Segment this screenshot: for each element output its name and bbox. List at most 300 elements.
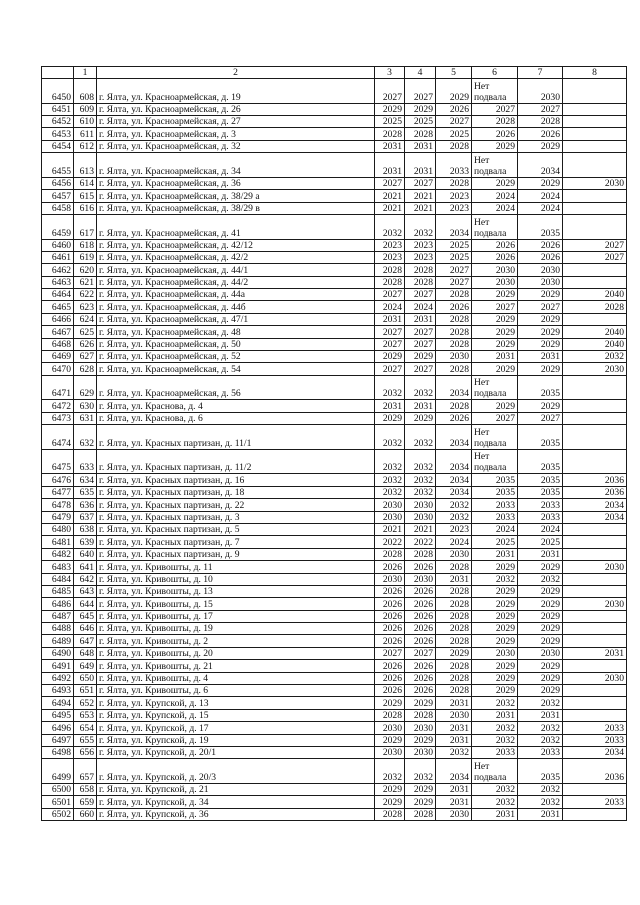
item-number-cell: 651 — [74, 685, 97, 697]
year-col-4-cell: 2032 — [405, 214, 436, 239]
year-col-8-cell — [563, 115, 627, 127]
row-number-cell: 6460 — [42, 239, 74, 251]
row-number-cell: 6495 — [42, 709, 74, 721]
year-col-8-cell: 2036 — [563, 474, 627, 486]
row-number-cell: 6472 — [42, 400, 74, 412]
year-col-8-cell — [563, 400, 627, 412]
address-cell: г. Ялта, ул. Крупской, д. 13 — [97, 697, 375, 709]
year-col-4-cell: 2029 — [405, 697, 436, 709]
item-number-cell: 634 — [74, 474, 97, 486]
year-col-5-cell: 2028 — [436, 623, 472, 635]
year-col-5-cell: 2029 — [436, 647, 472, 659]
table-row — [42, 697, 627, 709]
table-row — [42, 338, 627, 350]
year-col-5-cell: 2028 — [436, 635, 472, 647]
year-col-7-cell: 2024 — [518, 202, 563, 214]
address-cell: г. Ялта, ул. Красноармейская, д. 42/2 — [97, 251, 375, 263]
item-number-cell: 643 — [74, 585, 97, 597]
year-col-7-cell: 2029 — [518, 623, 563, 635]
address-cell: г. Ялта, ул. Красных партизан, д. 9 — [97, 548, 375, 560]
year-col-5-cell: 2028 — [436, 672, 472, 684]
item-number-cell: 614 — [74, 177, 97, 189]
row-number-cell: 6457 — [42, 190, 74, 202]
year-col-4-cell: 2026 — [405, 685, 436, 697]
year-col-5-cell: 2034 — [436, 449, 472, 474]
year-col-3-cell: 2029 — [375, 412, 405, 424]
row-number-cell: 6452 — [42, 115, 74, 127]
year-col-5-cell: 2026 — [436, 103, 472, 115]
year-col-3-cell: 2030 — [375, 499, 405, 511]
item-number-cell: 648 — [74, 647, 97, 659]
row-number-cell: 6462 — [42, 264, 74, 276]
row-number-cell: 6502 — [42, 808, 74, 820]
year-col-6-cell: Нет подвала — [472, 425, 518, 450]
table-row — [42, 536, 627, 548]
table-row — [42, 276, 627, 288]
year-col-4-cell: 2029 — [405, 783, 436, 795]
year-col-8-cell — [563, 128, 627, 140]
item-number-cell: 635 — [74, 486, 97, 498]
year-col-8-cell — [563, 264, 627, 276]
row-number-cell: 6482 — [42, 548, 74, 560]
year-col-6-cell: 2029 — [472, 177, 518, 189]
table-body — [42, 67, 627, 821]
year-col-4-cell: 2029 — [405, 412, 436, 424]
year-col-7-cell: 2025 — [518, 536, 563, 548]
address-cell: г. Ялта, ул. Кривошты, д. 20 — [97, 647, 375, 659]
year-col-5-cell: 2025 — [436, 239, 472, 251]
year-col-5-cell: 2024 — [436, 536, 472, 548]
address-cell: г. Ялта, ул. Красных партизан, д. 11/2 — [97, 449, 375, 474]
year-col-8-cell: 2036 — [563, 486, 627, 498]
table-row — [42, 177, 627, 189]
year-col-5-cell: 2032 — [436, 499, 472, 511]
year-col-4-cell: 2032 — [405, 486, 436, 498]
year-col-5-cell: 2034 — [436, 474, 472, 486]
year-col-3-cell: 2031 — [375, 140, 405, 152]
year-col-4-cell: 2025 — [405, 115, 436, 127]
year-col-4-cell: 2032 — [405, 474, 436, 486]
year-col-6-cell: Нет подвала — [472, 375, 518, 400]
table-row — [42, 251, 627, 263]
year-col-8-cell — [563, 140, 627, 152]
row-number-cell: 6471 — [42, 375, 74, 400]
item-number-cell: 621 — [74, 276, 97, 288]
year-col-5-cell: 2028 — [436, 313, 472, 325]
year-col-6-cell: 2024 — [472, 523, 518, 535]
year-col-5-cell: 2023 — [436, 523, 472, 535]
year-col-6-cell: 2029 — [472, 623, 518, 635]
year-col-3-cell: 2021 — [375, 190, 405, 202]
address-cell: г. Ялта, ул. Кривошты, д. 19 — [97, 623, 375, 635]
table-row — [42, 722, 627, 734]
year-col-8-cell — [563, 214, 627, 239]
year-col-6-cell: 2026 — [472, 128, 518, 140]
address-cell: г. Ялта, ул. Красноармейская, д. 27 — [97, 115, 375, 127]
year-col-8-cell — [563, 536, 627, 548]
address-cell: г. Ялта, ул. Кривошты, д. 2 — [97, 635, 375, 647]
address-cell: г. Ялта, ул. Красноармейская, д. 44/1 — [97, 264, 375, 276]
year-col-6-cell: Нет подвала — [472, 153, 518, 178]
year-col-7-cell: 2032 — [518, 796, 563, 808]
year-col-7-cell: 2033 — [518, 746, 563, 758]
year-col-4-cell: 2030 — [405, 499, 436, 511]
address-cell: г. Ялта, ул. Кривошты, д. 10 — [97, 573, 375, 585]
item-number-cell: 649 — [74, 660, 97, 672]
year-col-6-cell: 2032 — [472, 734, 518, 746]
year-col-6-cell: Нет подвала — [472, 449, 518, 474]
year-col-8-cell — [563, 202, 627, 214]
address-cell: г. Ялта, ул. Кривошты, д. 11 — [97, 561, 375, 573]
row-number-cell: 6458 — [42, 202, 74, 214]
row-number-cell: 6501 — [42, 796, 74, 808]
address-cell: г. Ялта, ул. Красноармейская, д. 34 — [97, 153, 375, 178]
table-row — [42, 351, 627, 363]
year-col-4-cell: 2024 — [405, 301, 436, 313]
year-col-6-cell: 2032 — [472, 796, 518, 808]
year-col-8-cell: 2033 — [563, 722, 627, 734]
year-col-4-cell: 2031 — [405, 140, 436, 152]
table-row — [42, 511, 627, 523]
address-cell: г. Ялта, ул. Краснова, д. 4 — [97, 400, 375, 412]
address-cell: г. Ялта, ул. Красноармейская, д. 42/12 — [97, 239, 375, 251]
row-number-cell: 6498 — [42, 746, 74, 758]
table-row — [42, 301, 627, 313]
item-number-cell: 625 — [74, 326, 97, 338]
year-col-4-cell: 2029 — [405, 351, 436, 363]
table-row — [42, 796, 627, 808]
item-number-cell: 608 — [74, 79, 97, 104]
year-col-8-cell: 2031 — [563, 647, 627, 659]
year-col-7-cell: 2031 — [518, 548, 563, 560]
year-col-7-cell: 2032 — [518, 783, 563, 795]
year-col-6-cell: 2029 — [472, 140, 518, 152]
year-col-4-cell: 2029 — [405, 734, 436, 746]
address-cell: г. Ялта, ул. Кривошты, д. 4 — [97, 672, 375, 684]
year-col-3-cell: 2025 — [375, 115, 405, 127]
year-col-6-cell: 2024 — [472, 190, 518, 202]
year-col-5-cell: 2028 — [436, 177, 472, 189]
row-number-cell: 6478 — [42, 499, 74, 511]
year-col-5-cell: 2031 — [436, 734, 472, 746]
table-row — [42, 486, 627, 498]
year-col-7-cell: 2032 — [518, 722, 563, 734]
year-col-5-cell: 2028 — [436, 363, 472, 375]
header-cell-3: 3 — [375, 67, 405, 79]
address-cell: г. Ялта, ул. Красноармейская, д. 52 — [97, 351, 375, 363]
item-number-cell: 609 — [74, 103, 97, 115]
header-cell-7: 7 — [518, 67, 563, 79]
year-col-8-cell — [563, 783, 627, 795]
table-row — [42, 672, 627, 684]
year-col-5-cell: 2025 — [436, 251, 472, 263]
item-number-cell: 647 — [74, 635, 97, 647]
year-col-4-cell: 2028 — [405, 128, 436, 140]
table-row — [42, 190, 627, 202]
address-cell: г. Ялта, ул. Красноармейская, д. 48 — [97, 326, 375, 338]
table-row — [42, 808, 627, 820]
item-number-cell: 644 — [74, 598, 97, 610]
address-cell: г. Ялта, ул. Красноармейская, д. 50 — [97, 338, 375, 350]
year-col-8-cell — [563, 660, 627, 672]
year-col-8-cell — [563, 808, 627, 820]
year-col-5-cell: 2028 — [436, 289, 472, 301]
year-col-5-cell: 2030 — [436, 548, 472, 560]
year-col-6-cell: 2030 — [472, 276, 518, 288]
year-col-7-cell: 2031 — [518, 709, 563, 721]
row-number-cell: 6489 — [42, 635, 74, 647]
year-col-3-cell: 2029 — [375, 697, 405, 709]
year-col-7-cell: 2027 — [518, 412, 563, 424]
year-col-4-cell: 2027 — [405, 647, 436, 659]
table-row — [42, 400, 627, 412]
year-col-8-cell: 2040 — [563, 326, 627, 338]
year-col-8-cell — [563, 412, 627, 424]
schedule-table — [41, 66, 627, 821]
address-cell: г. Ялта, ул. Красных партизан, д. 3 — [97, 511, 375, 523]
year-col-7-cell: 2032 — [518, 573, 563, 585]
year-col-8-cell — [563, 276, 627, 288]
year-col-3-cell: 2027 — [375, 289, 405, 301]
item-number-cell: 613 — [74, 153, 97, 178]
year-col-3-cell: 2032 — [375, 449, 405, 474]
item-number-cell: 629 — [74, 375, 97, 400]
table-row — [42, 412, 627, 424]
row-number-cell: 6483 — [42, 561, 74, 573]
row-number-cell: 6488 — [42, 623, 74, 635]
year-col-8-cell — [563, 313, 627, 325]
address-cell: г. Ялта, ул. Красноармейская, д. 41 — [97, 214, 375, 239]
table-row — [42, 363, 627, 375]
year-col-8-cell — [563, 523, 627, 535]
year-col-3-cell: 2026 — [375, 610, 405, 622]
year-col-4-cell: 2027 — [405, 289, 436, 301]
row-number-cell: 6491 — [42, 660, 74, 672]
year-col-8-cell: 2034 — [563, 499, 627, 511]
table-row — [42, 598, 627, 610]
year-col-5-cell: 2030 — [436, 808, 472, 820]
address-cell: г. Ялта, ул. Крупской, д. 20/1 — [97, 746, 375, 758]
row-number-cell: 6496 — [42, 722, 74, 734]
year-col-7-cell: 2035 — [518, 759, 563, 784]
year-col-7-cell: 2029 — [518, 660, 563, 672]
item-number-cell: 623 — [74, 301, 97, 313]
item-number-cell: 637 — [74, 511, 97, 523]
year-col-3-cell: 2032 — [375, 474, 405, 486]
header-cell-0 — [42, 67, 74, 79]
year-col-8-cell — [563, 709, 627, 721]
year-col-6-cell: 2028 — [472, 115, 518, 127]
year-col-3-cell: 2027 — [375, 79, 405, 104]
year-col-4-cell: 2028 — [405, 264, 436, 276]
address-cell: г. Ялта, ул. Красноармейская, д. 3 — [97, 128, 375, 140]
row-number-cell: 6475 — [42, 449, 74, 474]
row-number-cell: 6497 — [42, 734, 74, 746]
year-col-3-cell: 2026 — [375, 561, 405, 573]
table-row — [42, 734, 627, 746]
year-col-7-cell: 2035 — [518, 375, 563, 400]
year-col-7-cell: 2030 — [518, 276, 563, 288]
year-col-7-cell: 2029 — [518, 363, 563, 375]
item-number-cell: 658 — [74, 783, 97, 795]
year-col-3-cell: 2028 — [375, 548, 405, 560]
year-col-4-cell: 2026 — [405, 660, 436, 672]
year-col-3-cell: 2027 — [375, 338, 405, 350]
year-col-4-cell: 2032 — [405, 425, 436, 450]
year-col-6-cell: 2031 — [472, 808, 518, 820]
table-row — [42, 685, 627, 697]
year-col-6-cell: 2029 — [472, 610, 518, 622]
row-number-cell: 6486 — [42, 598, 74, 610]
address-cell: г. Ялта, ул. Крупской, д. 17 — [97, 722, 375, 734]
year-col-6-cell: 2027 — [472, 412, 518, 424]
year-col-5-cell: 2028 — [436, 561, 472, 573]
table-row — [42, 128, 627, 140]
year-col-4-cell: 2031 — [405, 400, 436, 412]
address-cell: г. Ялта, ул. Красных партизан, д. 16 — [97, 474, 375, 486]
year-col-4-cell: 2027 — [405, 177, 436, 189]
year-col-6-cell: 2035 — [472, 486, 518, 498]
year-col-8-cell: 2030 — [563, 363, 627, 375]
year-col-5-cell: 2034 — [436, 486, 472, 498]
year-col-5-cell: 2034 — [436, 425, 472, 450]
year-col-6-cell: Нет подвала — [472, 79, 518, 104]
item-number-cell: 618 — [74, 239, 97, 251]
year-col-8-cell — [563, 623, 627, 635]
table-row — [42, 115, 627, 127]
year-col-8-cell: 2027 — [563, 239, 627, 251]
table-row — [42, 375, 627, 400]
year-col-6-cell: 2033 — [472, 511, 518, 523]
address-cell: г. Ялта, ул. Крупской, д. 15 — [97, 709, 375, 721]
year-col-6-cell: 2029 — [472, 685, 518, 697]
year-col-4-cell: 2027 — [405, 363, 436, 375]
year-col-5-cell: 2030 — [436, 709, 472, 721]
year-col-3-cell: 2031 — [375, 400, 405, 412]
year-col-3-cell: 2023 — [375, 251, 405, 263]
year-col-4-cell: 2032 — [405, 759, 436, 784]
table-row — [42, 647, 627, 659]
year-col-8-cell: 2036 — [563, 759, 627, 784]
row-number-cell: 6494 — [42, 697, 74, 709]
year-col-8-cell — [563, 190, 627, 202]
table-row — [42, 474, 627, 486]
year-col-3-cell: 2026 — [375, 635, 405, 647]
year-col-3-cell: 2026 — [375, 672, 405, 684]
year-col-4-cell: 2026 — [405, 585, 436, 597]
address-cell: г. Ялта, ул. Красноармейская, д. 36 — [97, 177, 375, 189]
row-number-cell: 6465 — [42, 301, 74, 313]
year-col-8-cell: 2033 — [563, 796, 627, 808]
year-col-4-cell: 2029 — [405, 103, 436, 115]
item-number-cell: 642 — [74, 573, 97, 585]
item-number-cell: 653 — [74, 709, 97, 721]
item-number-cell: 657 — [74, 759, 97, 784]
year-col-5-cell: 2028 — [436, 338, 472, 350]
year-col-8-cell: 2030 — [563, 177, 627, 189]
year-col-5-cell: 2031 — [436, 783, 472, 795]
address-cell: г. Ялта, ул. Крупской, д. 19 — [97, 734, 375, 746]
row-number-cell: 6473 — [42, 412, 74, 424]
year-col-8-cell: 2040 — [563, 338, 627, 350]
year-col-7-cell: 2029 — [518, 140, 563, 152]
table-row — [42, 449, 627, 474]
year-col-5-cell: 2027 — [436, 264, 472, 276]
year-col-6-cell: Нет подвала — [472, 214, 518, 239]
year-col-8-cell: 2034 — [563, 511, 627, 523]
year-col-3-cell: 2021 — [375, 523, 405, 535]
table-row — [42, 239, 627, 251]
year-col-8-cell — [563, 585, 627, 597]
table-row — [42, 289, 627, 301]
year-col-7-cell: 2029 — [518, 326, 563, 338]
table-row — [42, 153, 627, 178]
address-cell: г. Ялта, ул. Красноармейская, д. 56 — [97, 375, 375, 400]
year-col-3-cell: 2026 — [375, 585, 405, 597]
table-row — [42, 783, 627, 795]
row-number-cell: 6474 — [42, 425, 74, 450]
item-number-cell: 627 — [74, 351, 97, 363]
table-row — [42, 623, 627, 635]
year-col-3-cell: 2021 — [375, 202, 405, 214]
item-number-cell: 619 — [74, 251, 97, 263]
year-col-5-cell: 2026 — [436, 301, 472, 313]
year-col-8-cell — [563, 635, 627, 647]
row-number-cell: 6487 — [42, 610, 74, 622]
item-number-cell: 626 — [74, 338, 97, 350]
year-col-5-cell: 2029 — [436, 79, 472, 104]
address-cell: г. Ялта, ул. Красных партизан, д. 11/1 — [97, 425, 375, 450]
year-col-7-cell: 2026 — [518, 251, 563, 263]
year-col-3-cell: 2029 — [375, 783, 405, 795]
header-cell-2: 2 — [97, 67, 375, 79]
year-col-4-cell: 2023 — [405, 251, 436, 263]
year-col-6-cell: 2029 — [472, 598, 518, 610]
year-col-3-cell: 2029 — [375, 796, 405, 808]
year-col-8-cell — [563, 685, 627, 697]
year-col-3-cell: 2028 — [375, 264, 405, 276]
year-col-7-cell: 2029 — [518, 177, 563, 189]
year-col-4-cell: 2023 — [405, 239, 436, 251]
address-cell: г. Ялта, ул. Краснова, д. 6 — [97, 412, 375, 424]
item-number-cell: 656 — [74, 746, 97, 758]
year-col-5-cell: 2031 — [436, 573, 472, 585]
year-col-7-cell: 2027 — [518, 301, 563, 313]
row-number-cell: 6485 — [42, 585, 74, 597]
year-col-6-cell: 2031 — [472, 709, 518, 721]
item-number-cell: 633 — [74, 449, 97, 474]
year-col-8-cell — [563, 425, 627, 450]
year-col-6-cell: 2031 — [472, 548, 518, 560]
address-cell: г. Ялта, ул. Кривошты, д. 6 — [97, 685, 375, 697]
row-number-cell: 6484 — [42, 573, 74, 585]
year-col-3-cell: 2027 — [375, 177, 405, 189]
table-row — [42, 140, 627, 152]
address-cell: г. Ялта, ул. Красных партизан, д. 7 — [97, 536, 375, 548]
item-number-cell: 610 — [74, 115, 97, 127]
year-col-7-cell: 2035 — [518, 214, 563, 239]
item-number-cell: 628 — [74, 363, 97, 375]
item-number-cell: 652 — [74, 697, 97, 709]
year-col-5-cell: 2028 — [436, 598, 472, 610]
year-col-8-cell: 2030 — [563, 672, 627, 684]
year-col-4-cell: 2021 — [405, 523, 436, 535]
year-col-6-cell: 2027 — [472, 301, 518, 313]
year-col-5-cell: 2034 — [436, 214, 472, 239]
year-col-4-cell: 2026 — [405, 561, 436, 573]
address-cell: г. Ялта, ул. Крупской, д. 21 — [97, 783, 375, 795]
item-number-cell: 650 — [74, 672, 97, 684]
